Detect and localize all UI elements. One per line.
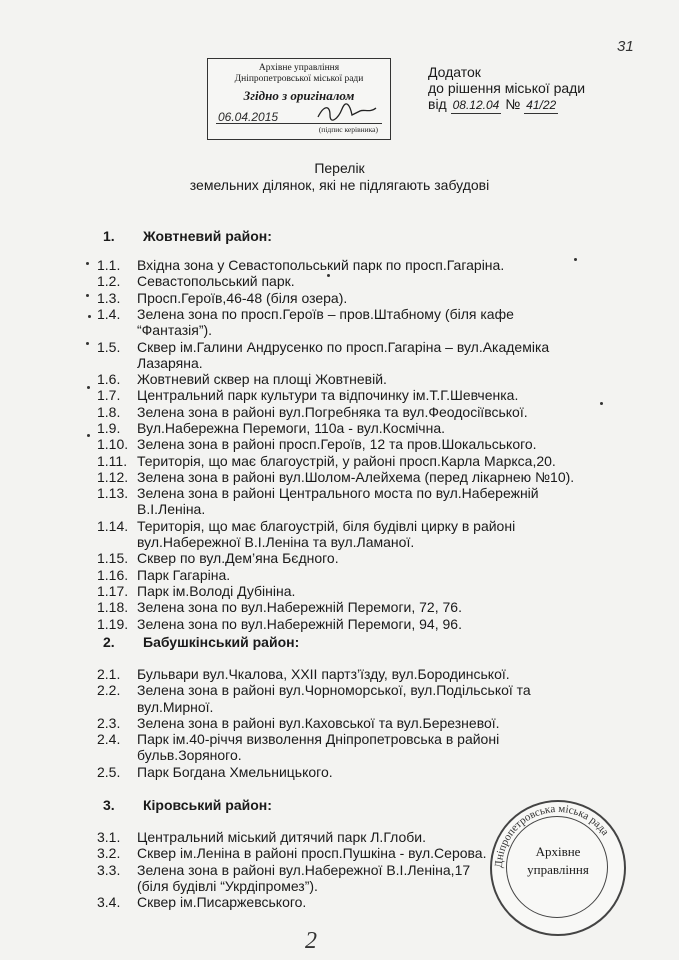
seal-center-2: управління — [527, 862, 589, 877]
item-text: Центральний парк культури та відпочинку ім.Т.Г.Шевченка. — [137, 387, 519, 404]
item-number: 3.2. — [97, 845, 121, 862]
item-number: 1.14. — [97, 517, 129, 534]
item-number: 1.1. — [97, 257, 121, 273]
stamp-line-3: Згідно з оригіналом — [243, 88, 355, 103]
item-text: Територія, що має благоустрій, біля будівлі цирку в районі — [137, 517, 516, 534]
item-text: Вул.Набережна Перемоги, 110а - вул.Космічна. — [137, 420, 446, 436]
item-text: Зелена зона в районі Центрального моста по вул.Набережній — [137, 485, 539, 502]
item-number: 2.3. — [97, 714, 121, 731]
archive-seal — [490, 800, 626, 936]
item-number: 2.1. — [97, 666, 121, 682]
item-text: В.І.Леніна. — [137, 501, 206, 518]
stamp-rule — [216, 123, 382, 124]
item-number: 2.5. — [97, 763, 121, 780]
item-text: Зелена зона в районі вул.Погребняка та вул.Феодосіївської. — [137, 403, 528, 420]
item-text: Сквер ім.Галини Андрусенко по просп.Гагаріна – вул.Академіка — [137, 338, 550, 355]
item-text: (біля будівлі “Укрдіпромез”). — [137, 877, 318, 894]
addendum-number: 41/22 — [526, 98, 557, 112]
section-name: Бабушкінський район: — [143, 634, 300, 650]
item-text: Зелена зона в районі просп.Героїв, 12 та пров.Шокальського. — [137, 436, 537, 453]
item-text: Сквер ім.Леніна в районі просп.Пушкіна - вул.Серова. — [137, 845, 487, 862]
item-text: Севастопольський парк. — [137, 273, 295, 290]
item-number: 1.4. — [97, 305, 121, 322]
item-number: 3.4. — [97, 894, 121, 911]
item-text: Парк Богдана Хмельницького. — [137, 763, 333, 780]
addendum-line-2: до рішення міської ради — [428, 80, 586, 96]
bottom-handwritten-number: 2 — [305, 928, 317, 954]
item-text: Вхідна зона у Севастопольський парк по просп.Гагаріна. — [137, 257, 505, 273]
stamp-date: 06.04.2015 — [218, 110, 279, 124]
section-number: 2. — [103, 634, 115, 650]
item-text: “Фантазія”). — [137, 322, 213, 339]
item-number: 2.2. — [97, 682, 121, 699]
item-number: 1.16. — [97, 566, 129, 583]
item-text: Зелена зона по вул.Набережній Перемоги, 94, 96. — [137, 615, 462, 632]
item-text: Парк Гагаріна. — [137, 566, 231, 583]
page-number: 31 — [617, 38, 634, 55]
item-number: 1.8. — [97, 403, 121, 420]
item-text: Зелена зона в районі вул.Каховської та вул.Березневої. — [137, 714, 500, 731]
item-number: 1.7. — [97, 387, 121, 404]
signature-icon — [316, 103, 378, 123]
section-number: 3. — [103, 797, 115, 813]
section-number: 1. — [103, 228, 115, 244]
item-number: 2.4. — [97, 731, 121, 748]
stamp-caption: (підпис керівника) — [318, 125, 378, 134]
item-number: 3.1. — [97, 829, 121, 845]
item-number: 1.18. — [97, 599, 129, 616]
item-number: 1.17. — [97, 583, 129, 599]
svg-text:Дніпропетровська міська рада: Дніпропетровська міська рада — [492, 802, 612, 869]
item-number: 1.2. — [97, 273, 121, 290]
document-title: Перелік — [314, 160, 365, 176]
item-text: Територія, що має благоустрій, у районі просп.Карла Маркса,20. — [137, 452, 556, 469]
seal-center-1: Архівне — [535, 844, 581, 859]
addendum-header — [428, 64, 585, 114]
stamp-line-1: Архівне управління — [258, 63, 340, 73]
addendum-prefix: від — [428, 96, 447, 112]
item-text: Зелена зона в районі вул.Набережної В.І.Леніна,17 — [137, 861, 471, 878]
section-name: Жовтневий район: — [143, 228, 272, 244]
certification-stamp — [207, 58, 391, 140]
item-text: Сквер ім.Писаржевського. — [137, 894, 307, 911]
item-text: бульв.Зоряного. — [137, 747, 242, 764]
item-text: Зелена зона в районі вул.Чорноморської, вул.Подільської та — [137, 682, 531, 699]
item-text: Парк ім.40-річчя визволення Дніпропетровська в районі — [137, 731, 500, 748]
document-subtitle: земельних ділянок, які не підлягають забудові — [189, 177, 490, 193]
addendum-line-1: Додаток — [428, 64, 481, 80]
item-text: вул.Мирної. — [137, 698, 214, 715]
addendum-line-3 — [428, 96, 585, 114]
addendum-date: 08.12.04 — [452, 98, 500, 112]
item-number: 1.6. — [97, 371, 121, 388]
item-number: 1.10. — [97, 436, 129, 453]
item-text: Зелена зона по вул.Набережній Перемоги, 72, 76. — [137, 599, 462, 616]
item-text: Парк ім.Володі Дубініна. — [137, 583, 296, 599]
item-text: Просп.Героїв,46-48 (біля озера). — [137, 289, 348, 306]
item-number: 1.9. — [97, 420, 121, 436]
item-number: 1.15. — [97, 550, 129, 567]
item-text: Зелена зона по просп.Героїв – пров.Штабному (біля кафе — [137, 305, 514, 322]
addendum-no-label: № — [505, 96, 521, 112]
item-text: Сквер по вул.Дем’яна Бєдного. — [137, 550, 339, 567]
item-number: 1.12. — [97, 468, 129, 485]
item-number: 3.3. — [97, 861, 121, 878]
item-number: 1.11. — [97, 452, 128, 469]
section-name: Кіровський район: — [143, 797, 272, 813]
item-number: 1.13. — [97, 485, 129, 502]
item-text: Бульвари вул.Чкалова, ХХІІ партз’їзду, вул.Бородинської. — [137, 666, 510, 682]
item-number: 1.5. — [97, 338, 121, 355]
item-text: Центральний міський дитячий парк Л.Глоби. — [137, 829, 426, 845]
item-text: Зелена зона в районі вул.Шолом-Алейхема (перед лікарнею №10). — [137, 468, 575, 485]
item-text: Жовтневий сквер на площі Жовтневій. — [137, 371, 387, 388]
item-number: 1.3. — [97, 289, 121, 306]
item-text: вул.Набережної В.І.Леніна та вул.Ламаної. — [137, 534, 415, 551]
item-text: Лазаряна. — [137, 354, 203, 371]
item-number: 1.19. — [97, 615, 129, 632]
stamp-line-2: Дніпропетровської міської ради — [234, 74, 364, 84]
